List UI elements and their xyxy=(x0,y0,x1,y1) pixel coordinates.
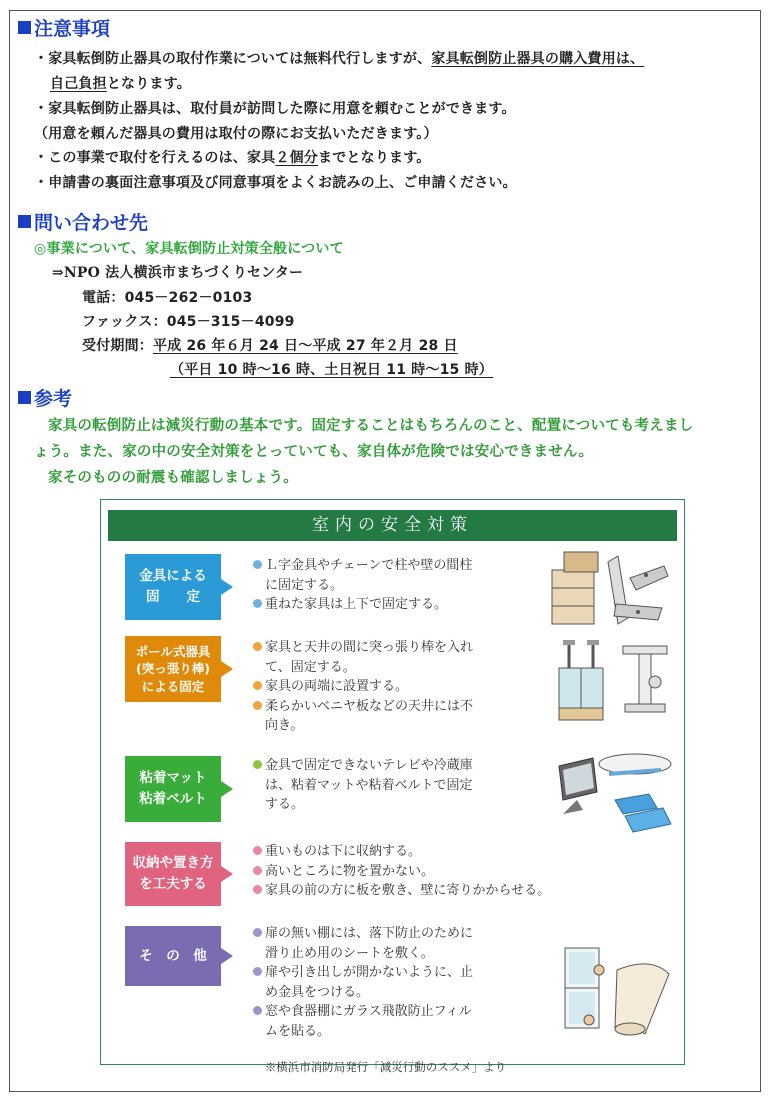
bullet-icon xyxy=(253,846,262,855)
panel-title: 室内の安全対策 xyxy=(108,510,677,541)
list-item: 扉や引き出しが開かないように、止 め金具をつける。 xyxy=(253,963,473,1002)
list-item: 窓や食器棚にガラス飛散防止フィル ムを貼る。 xyxy=(253,1002,473,1041)
category-other: そ の 他 xyxy=(125,926,221,986)
notice-line-3: （用意を頼んだ器具の費用は取付の際にお支払いただきます。） xyxy=(34,126,438,142)
category-pole-device: ポール式器具 (突っ張り棒) による固定 xyxy=(125,636,221,702)
metal-bracket-illustration xyxy=(546,548,676,628)
list-item: 扉の無い棚には、落下防止のために 滑り止め用のシートを敷く。 xyxy=(253,924,473,963)
pole-device-illustration xyxy=(551,638,676,726)
contact-subject: ◎事業について、家具転倒防止対策全般について xyxy=(34,241,344,257)
bullet-icon xyxy=(253,681,262,690)
contact-fax: ファックス：045－315－4099 xyxy=(82,314,295,330)
category-storage-items xyxy=(253,842,550,901)
category-adhesive: 粘着マット 粘着ベルト xyxy=(125,756,221,822)
bullet-icon xyxy=(253,560,262,569)
square-bullet-icon xyxy=(18,21,31,34)
bullet-icon xyxy=(253,642,262,651)
category-adhesive-items xyxy=(253,756,473,815)
list-item: 重いものは下に収納する。 xyxy=(253,842,550,862)
contact-period: 受付期間：平成 26 年６月 24 日～平成 27 年２月 28 日 xyxy=(82,338,458,354)
source-caption: ※横浜市消防局発行「減災行動のススメ」より xyxy=(264,1060,507,1074)
bullet-icon xyxy=(253,928,262,937)
contact-heading: 問い合わせ先 xyxy=(18,208,148,235)
contact-phone: 電話：045－262－0103 xyxy=(82,290,253,306)
safety-panel xyxy=(100,499,685,1065)
category-metal-items xyxy=(253,556,472,615)
list-item: 家具と天井の間に突っ張り棒を入れ て、固定する。 xyxy=(253,638,473,677)
bullet-icon xyxy=(253,760,262,769)
notice-line-1-cont: 自己負担となります。 xyxy=(50,76,191,92)
category-metal-fittings: 金具による 固 定 xyxy=(125,554,221,620)
adhesive-mat-illustration xyxy=(553,748,678,836)
category-other-items xyxy=(253,924,473,1041)
list-item: 家具の両端に設置する。 xyxy=(253,677,473,697)
list-item: 金具で固定できないテレビや冷蔵庫 は、粘着マットや粘着ベルトで固定 する。 xyxy=(253,756,473,815)
bullet-icon xyxy=(253,599,262,608)
list-item: 柔らかいベニヤ板などの天井には不 向き。 xyxy=(253,697,473,736)
bullet-icon xyxy=(253,866,262,875)
reference-para-2: ょう。また、家の中の安全対策をとっていても、家自体が危険では安心できません。 xyxy=(34,444,594,460)
glass-film-illustration xyxy=(559,940,677,1040)
list-item: 重ねた家具は上下で固定する。 xyxy=(253,595,472,615)
square-bullet-icon xyxy=(18,215,31,228)
bullet-icon xyxy=(253,967,262,976)
notice-line-1: ・家具転倒防止器具の取付作業については無料代行しますが、家具転倒防止器具の購入費用は、 xyxy=(34,51,645,67)
reference-para-1: 家具の転倒防止は減災行動の基本です。固定することはもちろんのこと、配置についても考えまし xyxy=(48,418,694,434)
bullet-icon xyxy=(253,701,262,710)
contact-hours: （平日 10 時～16 時、土日祝日 11 時～15 時） xyxy=(170,362,493,378)
reference-heading: 参考 xyxy=(18,384,72,411)
notice-line-4: ・この事業で取付を行えるのは、家具２個分までとなります。 xyxy=(34,150,431,166)
bullet-icon xyxy=(253,1006,262,1015)
list-item: 家具の前の方に板を敷き、壁に寄りかからせる。 xyxy=(253,881,550,901)
category-pole-items xyxy=(253,638,473,736)
list-item: Ｌ字金具やチェーンで柱や壁の間柱 に固定する。 xyxy=(253,556,472,595)
square-bullet-icon xyxy=(18,391,31,404)
bullet-icon xyxy=(253,885,262,894)
notice-line-2: ・家具転倒防止器具は、取付員が訪問した際に用意を頼むことができます。 xyxy=(34,101,516,117)
notice-heading: 注意事項 xyxy=(18,14,110,41)
reference-para-3: 家そのものの耐震も確認しましょう。 xyxy=(48,470,298,486)
notice-line-5: ・申請書の裏面注意事項及び同意事項をよくお読みの上、ご申請ください。 xyxy=(34,175,517,191)
category-storage: 収納や置き方 を工夫する xyxy=(125,842,221,906)
list-item: 高いところに物を置かない。 xyxy=(253,862,550,882)
contact-org: ⇒NPO 法人横浜市まちづくりセンター xyxy=(52,265,304,281)
